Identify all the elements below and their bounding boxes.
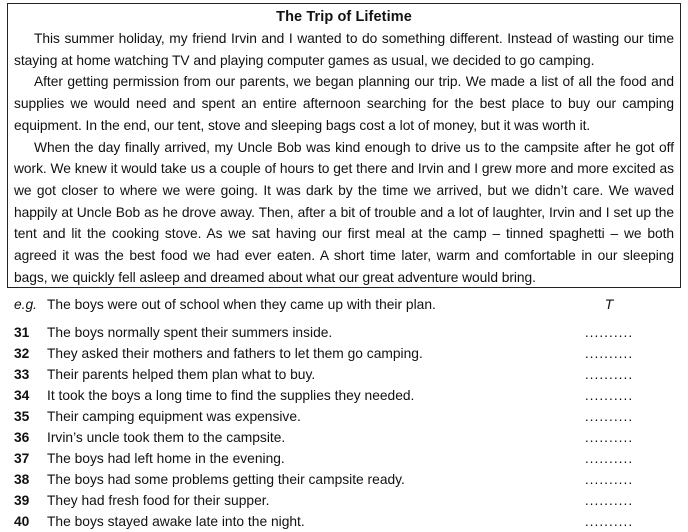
question-number: 39 bbox=[14, 493, 30, 508]
question-statement: The boys had some problems getting their campsite ready. bbox=[47, 472, 405, 487]
reading-passage-box bbox=[7, 3, 681, 288]
question-statement: Their parents helped them plan what to buy. bbox=[47, 367, 316, 382]
answer-blank[interactable]: .......... bbox=[584, 493, 634, 508]
question-row bbox=[14, 364, 674, 385]
answer-blank[interactable]: .......... bbox=[584, 346, 634, 361]
question-number: 31 bbox=[14, 325, 30, 340]
answer-blank[interactable]: .......... bbox=[584, 514, 634, 529]
question-row bbox=[14, 427, 674, 448]
answer-blank[interactable]: .......... bbox=[584, 367, 634, 382]
example-answer: T bbox=[604, 296, 614, 312]
question-statement: They had fresh food for their supper. bbox=[47, 493, 270, 508]
question-row bbox=[14, 511, 674, 532]
question-row bbox=[14, 490, 674, 511]
answer-blank[interactable]: .......... bbox=[584, 451, 634, 466]
example-label: e.g. bbox=[14, 297, 38, 312]
passage-paragraph: After getting permission from our parents, we began planning our trip. We made a list of all the food and supplies we would need and spent an entire afternoon searching for the best place to buy our camping equipment. In the end, our tent, stove and sleeping bags cost a lot of money, but it was worth it. bbox=[14, 74, 674, 133]
example-statement: The boys were out of school when they came up with their plan. bbox=[47, 297, 436, 312]
passage-title: The Trip of Lifetime bbox=[276, 9, 412, 25]
question-number: 40 bbox=[14, 514, 30, 529]
question-number: 33 bbox=[14, 367, 30, 382]
question-row bbox=[14, 385, 674, 406]
example-question-row bbox=[14, 294, 674, 318]
question-statement: It took the boys a long time to find the supplies they needed. bbox=[47, 388, 415, 403]
question-row bbox=[14, 406, 674, 427]
answer-blank[interactable]: .......... bbox=[584, 388, 634, 403]
question-row bbox=[14, 469, 674, 490]
question-number: 37 bbox=[14, 451, 30, 466]
question-statement: Their camping equipment was expensive. bbox=[47, 409, 301, 424]
question-row bbox=[14, 343, 674, 364]
question-statement: The boys normally spent their summers inside. bbox=[47, 325, 333, 340]
question-number: 34 bbox=[14, 388, 30, 403]
question-statement: Irvin’s uncle took them to the campsite. bbox=[47, 430, 286, 445]
passage-paragraph: When the day finally arrived, my Uncle Bob was kind enough to drive us to the campsite after he got off work. We knew it would take us a couple of hours to get there and Irvin and I grew more and more excited as we got closer to where we were going. It was dark by the time we arrived, but we didn’t care. We waved happily at Uncle Bob as he drove away. Then, after a bit of trouble and a lot of laughter, Irvin and I set up the tent and lit the cooking stove. As we sat having our first meal at the camp – tinned spaghetti – we both agreed it was the best food we had ever eaten. A short time later, warm and comfortable in our sleeping bags, we quickly fell asleep and dreamed about what our great adventure would bring. bbox=[14, 139, 674, 285]
question-row bbox=[14, 322, 674, 343]
question-row bbox=[14, 448, 674, 469]
true-false-question-list bbox=[14, 294, 674, 532]
passage-paragraph: This summer holiday, my friend Irvin and I wanted to do something different. Instead of wasting our time staying at home watching TV and playing computer games as usual, we decided to go camping. bbox=[14, 31, 674, 68]
question-number: 36 bbox=[14, 430, 30, 445]
question-statement: The boys had left home in the evening. bbox=[47, 451, 285, 466]
answer-blank[interactable]: .......... bbox=[584, 409, 634, 424]
question-statement: The boys stayed awake late into the night. bbox=[47, 514, 305, 529]
answer-blank[interactable]: .......... bbox=[584, 472, 634, 487]
question-number: 32 bbox=[14, 346, 30, 361]
answer-blank[interactable]: .......... bbox=[584, 430, 634, 445]
question-number: 38 bbox=[14, 472, 30, 487]
answer-blank[interactable]: .......... bbox=[584, 325, 634, 340]
question-number: 35 bbox=[14, 409, 30, 424]
question-statement: They asked their mothers and fathers to let them go camping. bbox=[47, 346, 423, 361]
